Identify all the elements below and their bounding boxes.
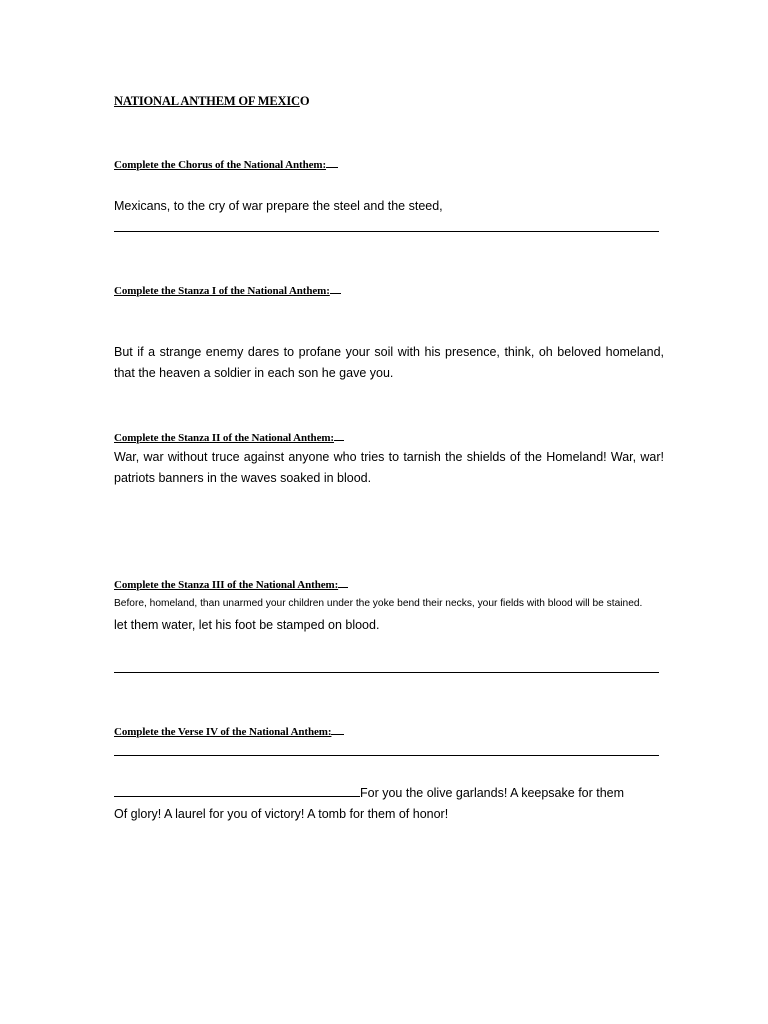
- stanza3-heading-underline: [338, 577, 348, 588]
- verse4-heading: [114, 724, 344, 738]
- chorus-text: Mexicans, to the cry of war prepare the steel and the steed,: [114, 199, 443, 213]
- stanza2-heading: [114, 430, 344, 444]
- chorus-heading-text: Complete the Chorus of the National Anthem:: [114, 159, 327, 171]
- page-title-underlined: NATIONAL ANTHEM OF MEXIC: [114, 94, 300, 108]
- stanza3-line2: let them water, let his foot be stamped on blood.: [114, 618, 380, 632]
- chorus-answer-line[interactable]: [114, 231, 659, 232]
- stanza3-answer-line[interactable]: [114, 672, 659, 673]
- verse4-inline-blank[interactable]: [114, 796, 360, 797]
- verse4-line1: [114, 786, 624, 800]
- stanza3-line1: Before, homeland, than unarmed your children under the yoke bend their necks, your fields with blood will be stained.: [114, 598, 643, 609]
- verse4-heading-text: Complete the Verse IV of the National Anthem:: [114, 726, 332, 738]
- stanza1-heading-text: Complete the Stanza I of the National Anthem:: [114, 285, 330, 297]
- chorus-heading-underline: [326, 157, 338, 168]
- chorus-heading: [114, 157, 338, 171]
- stanza1-heading-underline: [330, 283, 341, 294]
- page-title-tail: O: [299, 94, 310, 108]
- stanza3-heading: [114, 577, 348, 591]
- stanza2-heading-text: Complete the Stanza II of the National Anthem:: [114, 432, 334, 444]
- verse4-line1-text: For you the olive garlands! A keepsake for them: [360, 786, 625, 800]
- stanza3-heading-text: Complete the Stanza III of the National Anthem:: [114, 579, 339, 591]
- stanza1-heading: [114, 283, 341, 297]
- verse4-heading-underline: [331, 724, 344, 735]
- verse4-line2: Of glory! A laurel for you of victory! A tomb for them of honor!: [114, 807, 449, 821]
- page-title: [114, 94, 309, 109]
- stanza2-heading-underline: [334, 430, 344, 441]
- stanza1-text: But if a strange enemy dares to profane your soil with his presence, think, oh beloved homeland, that the heaven a soldier in each son he gave you.: [114, 345, 664, 380]
- stanza2-text: War, war without truce against anyone who tries to tarnish the shields of the Homeland! War, war! patriots banners in the waves soaked in blood.: [114, 450, 664, 485]
- verse4-answer-line[interactable]: [114, 755, 659, 756]
